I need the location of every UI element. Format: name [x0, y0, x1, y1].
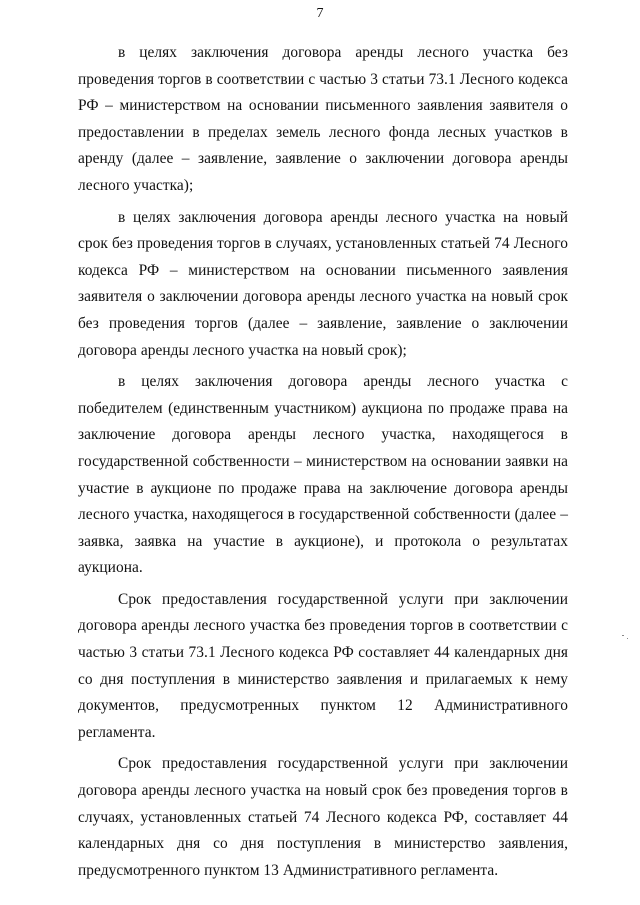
scan-speck	[622, 635, 624, 636]
page-number: 7	[316, 6, 324, 21]
paragraph-lease-without-auction: в целях заключения договора аренды лесного участка без проведения торгов в соответствии с частью 3 статьи 73.1 Лесного кодекса РФ – министерством на основании письменного заявления заявителя о предоставлении в пределах земель лесного фонда лесных участков в аренду (далее – заявление, заявление о заключении договора аренды лесного участка);	[78, 44, 568, 194]
paragraph-lease-auction-winner: в целях заключения договора аренды лесного участка с победителем (единственным участником) аукциона по продаже права на заключение договора аренды лесного участка, находящегося в государственной собственности – министерством на основании заявки на участие в аукционе по продаже права на заключение договора аренды лесного участка, находящегося в государственной собственности (далее – заявка, заявка на участие в аукционе), и протокола о результатах аукциона.	[78, 373, 568, 577]
paragraph-term-new-term: Срок предоставления государственной услуги при заключении договора аренды лесного участка на новый срок без проведения торгов в случаях, установленных статьей 74 Лесного кодекса РФ, составляет 44 календарных дня со дня поступления в министерство заявления, предусмотренного пунктом 13 Административного регламента.	[78, 755, 568, 879]
paragraph-lease-new-term: в целях заключения договора аренды лесного участка на новый срок без проведения торгов в случаях, установленных статьей 74 Лесного кодекса РФ – министерством на основании письменного заявления заявителя о заключении договора аренды лесного участка на новый срок без проведения торгов (далее – заявление, заявление о заключении договора аренды лесного участка на новый срок);	[78, 208, 568, 359]
document-body	[78, 40, 568, 884]
scan-speck	[627, 638, 628, 639]
paragraph-term-without-auction: Срок предоставления государственной услуги при заключении договора аренды лесного участка без проведения торгов в соответствии с частью 3 статьи 73.1 Лесного кодекса РФ составляет 44 календарных дня со дня поступления в министерство заявления и прилагаемых к нему документов, предусмотренных пунктом 12 Административного регламента.	[78, 590, 568, 741]
